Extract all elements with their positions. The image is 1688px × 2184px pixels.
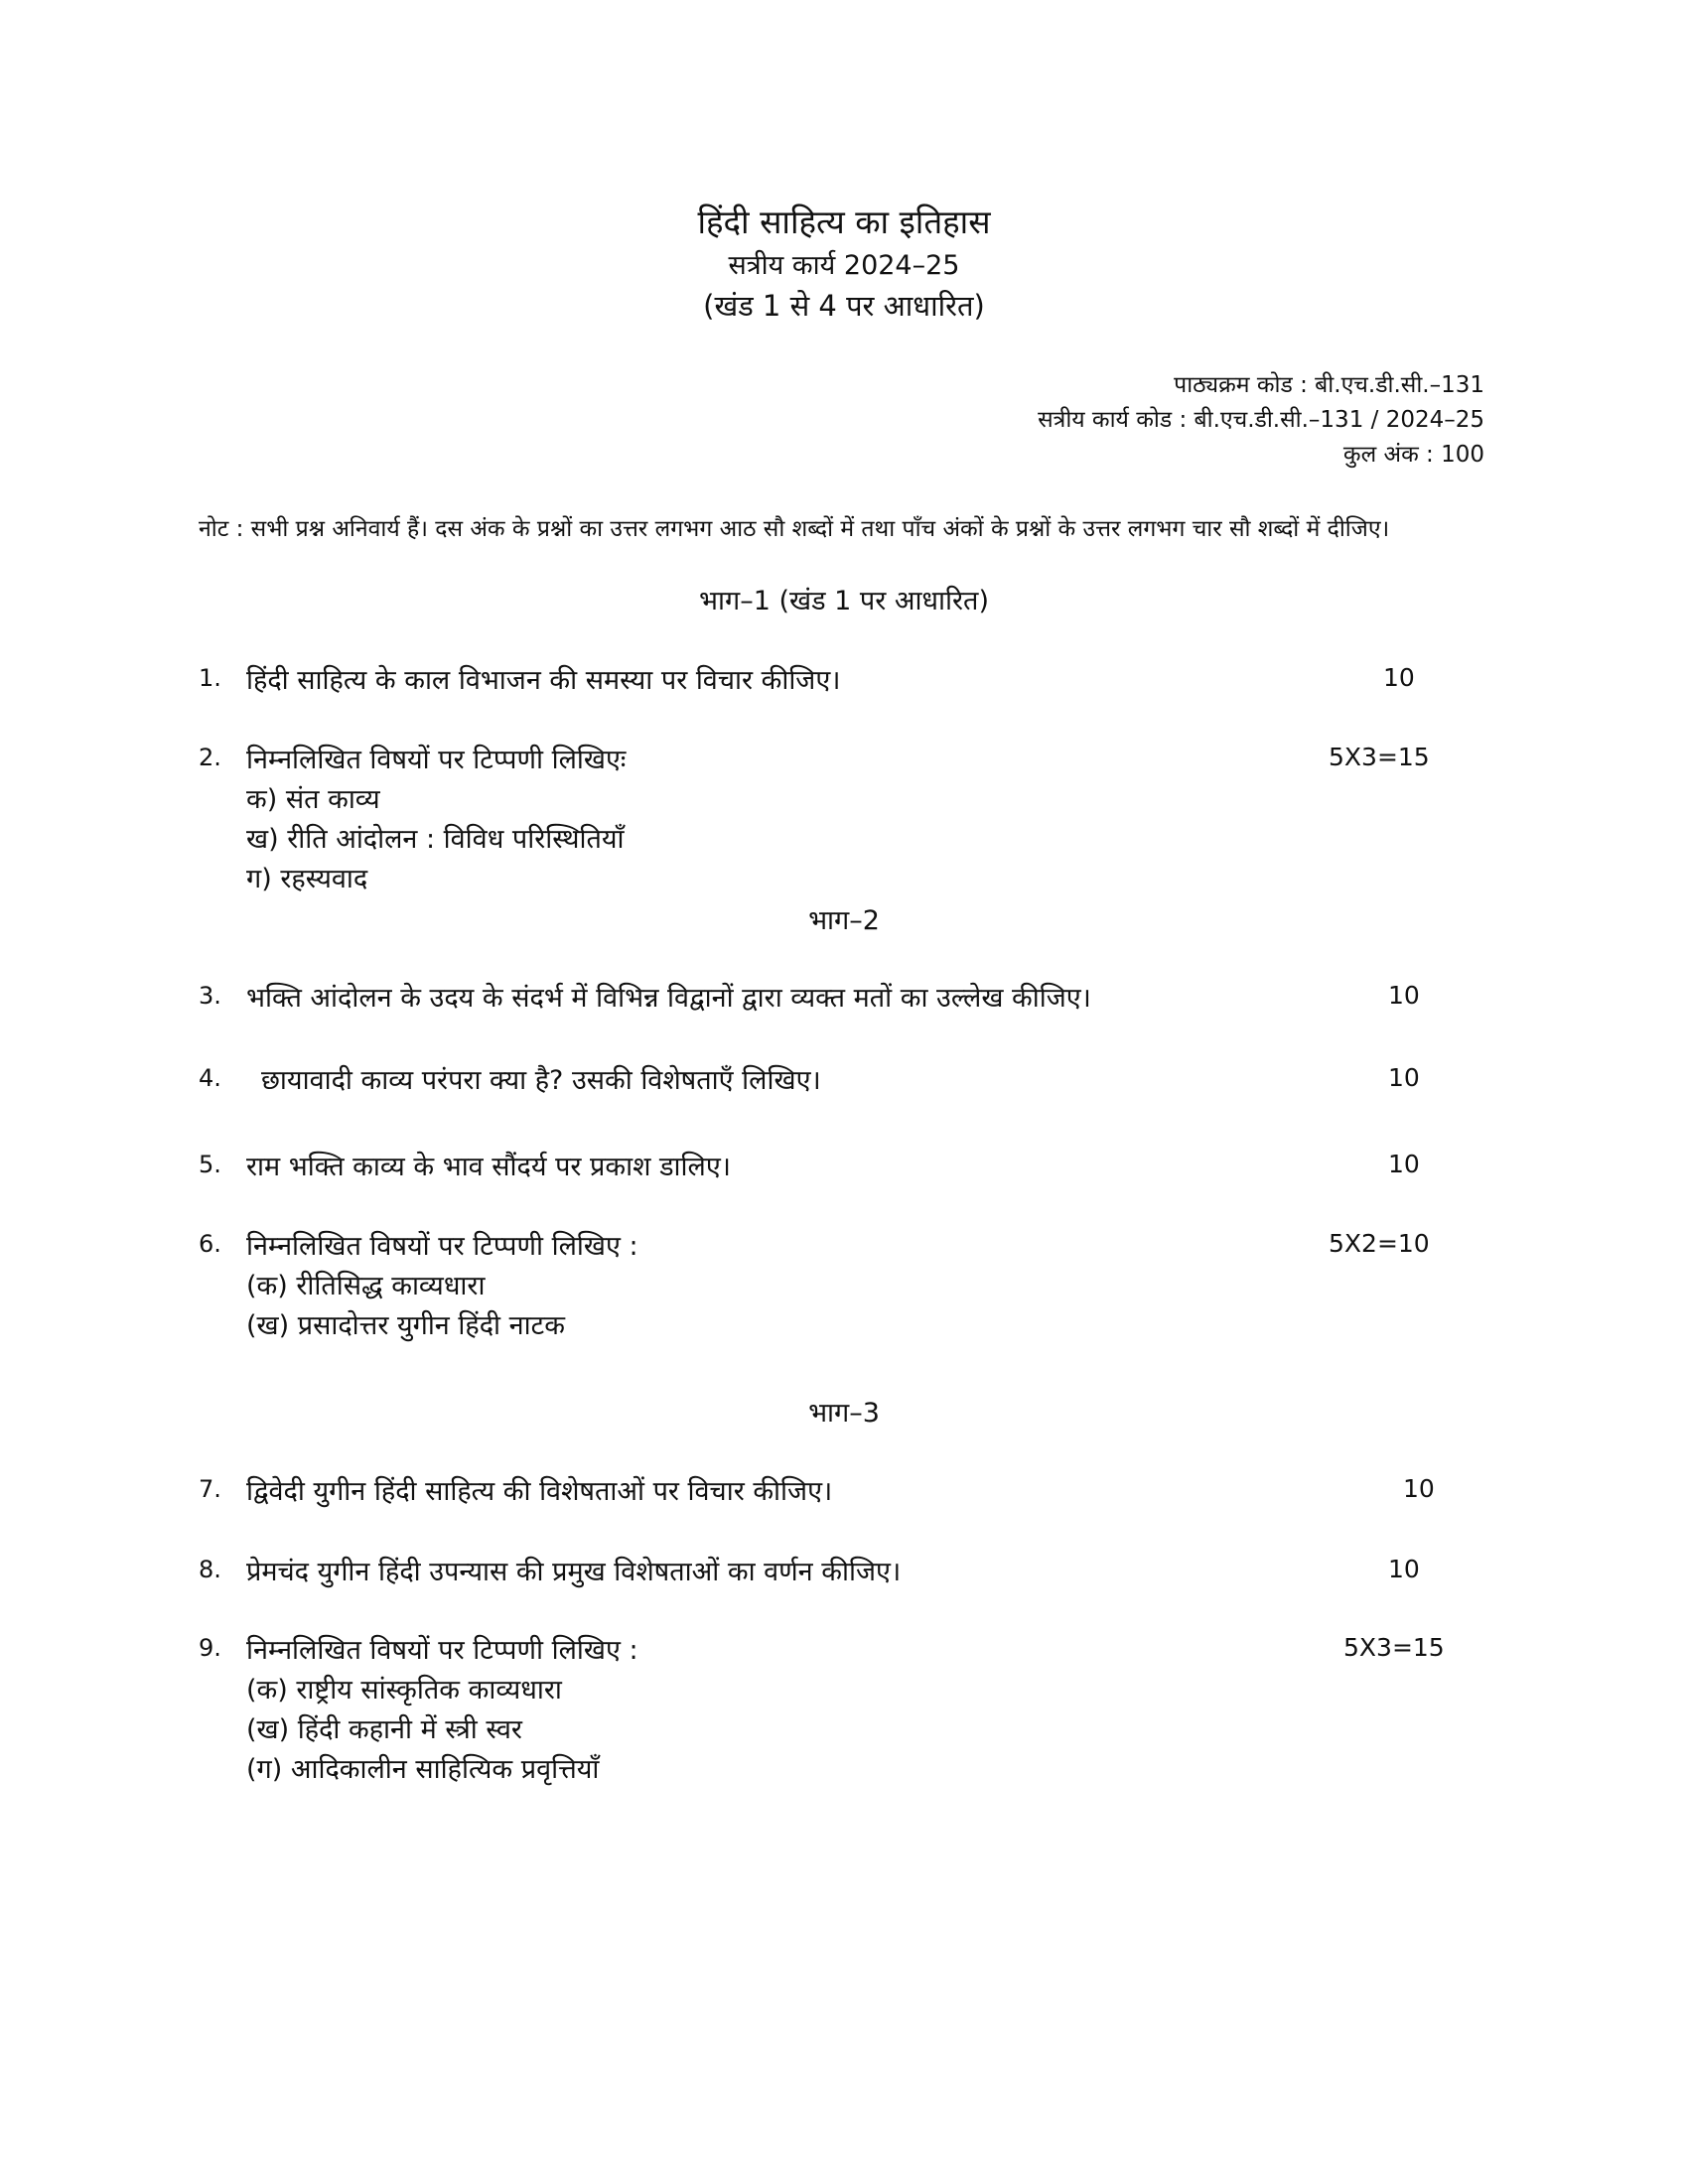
sub-question: क) संत काव्य (246, 784, 380, 815)
sub-question: (ग) आदिकालीन साहित्यिक प्रवृत्तियाँ (246, 1754, 600, 1785)
question-text: निम्नलिखित विषयों पर टिप्पणी लिखिएः (246, 745, 627, 775)
assignment-code: सत्रीय कार्य कोड : बी.एच.डी.सी.–131 / 2024–25 (1038, 407, 1484, 433)
question-text: द्विवेदी युगीन हिंदी साहित्य की विशेषताओं पर विचार कीजिए। (246, 1476, 833, 1507)
question-text: प्रेमचंद युगीन हिंदी उपन्यास की प्रमुख विशेषताओं का वर्णन कीजिए। (246, 1557, 902, 1587)
sub-question: (ख) हिंदी कहानी में स्त्री स्वर (246, 1714, 522, 1745)
document-basis: (खंड 1 से 4 पर आधारित) (703, 289, 985, 323)
question-marks: 5X3=15 (1329, 743, 1430, 771)
section-heading: भाग–2 (808, 905, 880, 936)
question-number: 5. (199, 1151, 221, 1178)
question-marks: 10 (1388, 981, 1420, 1010)
question-marks: 10 (1388, 1555, 1420, 1583)
document-subtitle: सत्रीय कार्य 2024–25 (728, 250, 960, 281)
question-number: 7. (199, 1475, 221, 1503)
question-text: राम भक्ति काव्य के भाव सौंदर्य पर प्रकाश डालिए। (246, 1152, 731, 1182)
question-marks: 10 (1388, 1063, 1420, 1092)
section-heading: भाग–3 (808, 1398, 880, 1429)
question-number: 6. (199, 1230, 221, 1258)
question-marks: 5X3=15 (1343, 1633, 1445, 1662)
course-code: पाठ्यक्रम कोड : बी.एच.डी.सी.–131 (1174, 372, 1484, 398)
question-number: 8. (199, 1556, 221, 1583)
sub-question: (ख) प्रसादोत्तर युगीन हिंदी नाटक (246, 1310, 565, 1341)
sub-question: (क) राष्ट्रीय सांस्कृतिक काव्यधारा (246, 1675, 562, 1706)
question-number: 2. (199, 744, 221, 771)
question-marks: 10 (1388, 1150, 1420, 1178)
section-heading: भाग–1 (खंड 1 पर आधारित) (699, 586, 989, 616)
question-text: भक्ति आंदोलन के उदय के संदर्भ में विभिन्न विद्वानों द्वारा व्यक्त मतों का उल्लेख कीजिए। (246, 983, 1091, 1014)
question-text: छायावादी काव्य परंपरा क्या है? उसकी विशेषताएँ लिखिए। (261, 1065, 821, 1096)
instructions-note: नोट : सभी प्रश्न अनिवार्य हैं। दस अंक के प्रश्नों का उत्तर लगभग आठ सौ शब्दों में तथा पाँच अंकों के प्रश्नों के उत्तर लगभग चार सौ शब्दों में दीजिए। (199, 516, 1390, 542)
sub-question: (क) रीतिसिद्ध काव्यधारा (246, 1271, 486, 1301)
total-marks: कुल अंक : 100 (1342, 442, 1484, 468)
question-text: हिंदी साहित्य के काल विभाजन की समस्या पर विचार कीजिए। (246, 665, 841, 696)
question-marks: 10 (1383, 663, 1415, 692)
sub-question: ख) रीति आंदोलन : विविध परिस्थितियाँ (246, 824, 625, 855)
question-text: निम्नलिखित विषयों पर टिप्पणी लिखिए : (246, 1231, 638, 1262)
question-text: निम्नलिखित विषयों पर टिप्पणी लिखिए : (246, 1635, 638, 1666)
sub-question: ग) रहस्यवाद (246, 864, 368, 894)
question-number: 9. (199, 1634, 221, 1662)
question-marks: 5X2=10 (1329, 1229, 1430, 1258)
question-marks: 10 (1403, 1474, 1435, 1503)
question-number: 1. (199, 664, 221, 692)
document-title: हिंदी साहित्य का इतिहास (697, 203, 991, 241)
question-number: 3. (199, 982, 221, 1010)
question-number: 4. (199, 1064, 221, 1092)
